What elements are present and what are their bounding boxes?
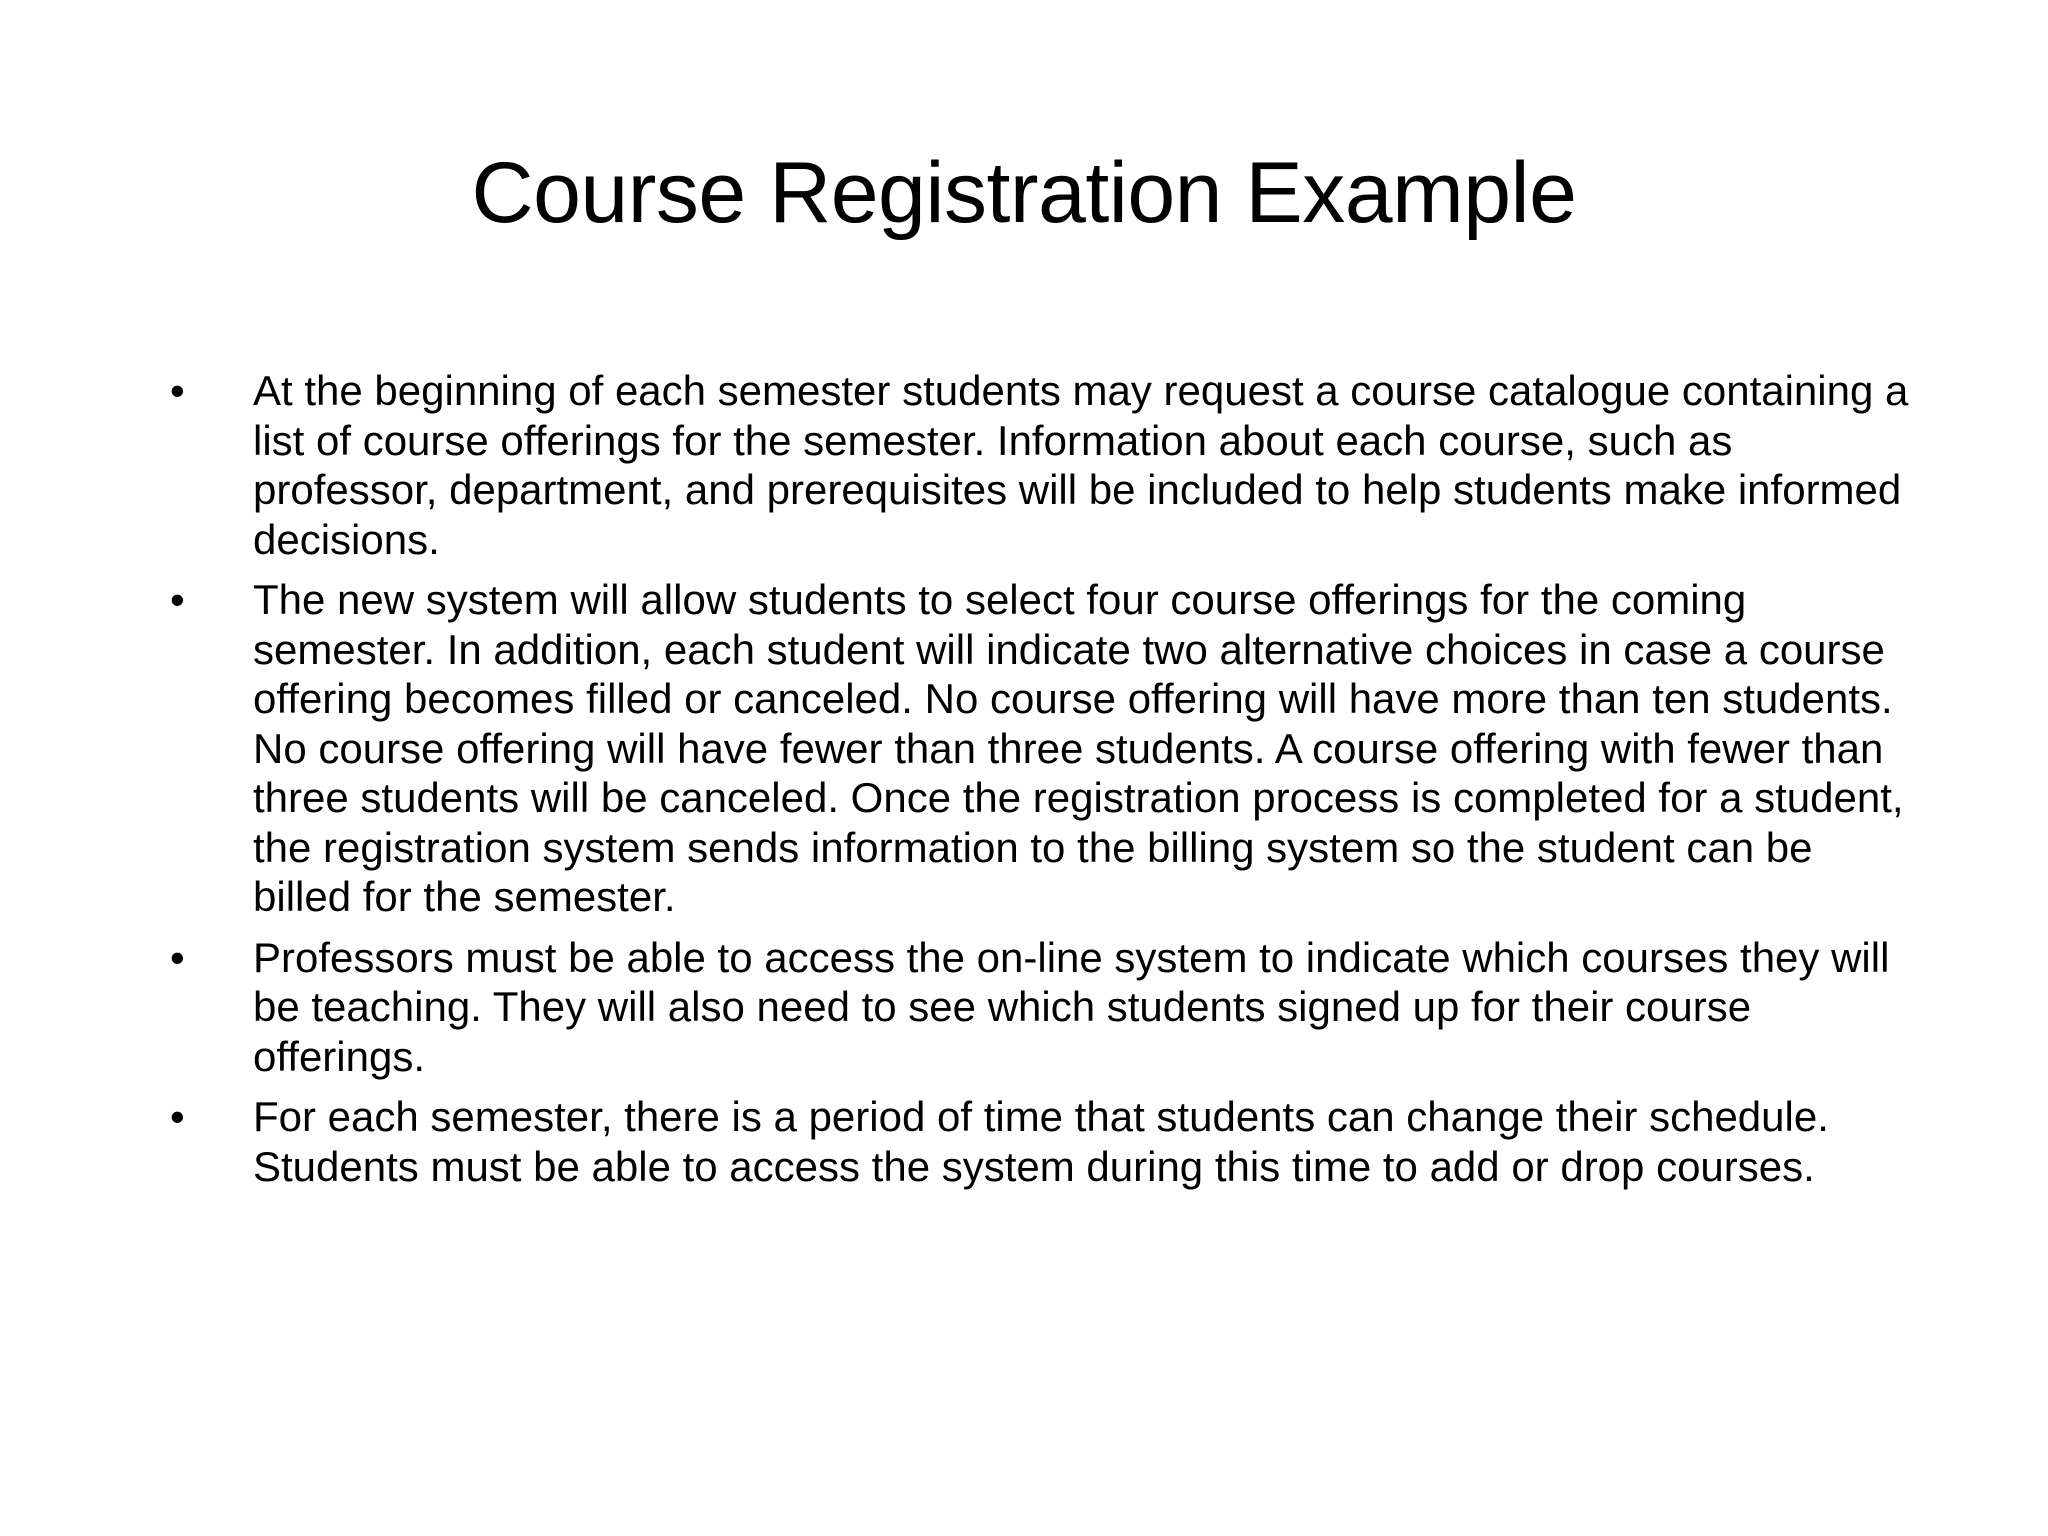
bullet-item-professors (170, 933, 1910, 1082)
bullet-list (170, 366, 1910, 1202)
bullet-item-catalogue (170, 366, 1910, 564)
bullet-icon: • (170, 576, 185, 623)
bullet-text-schedule-change: For each semester, there is a period of time that students can change their schedule. Students must be able to access the system during this time to add or drop courses. (253, 1093, 1829, 1190)
slide-title: Course Registration Example (471, 145, 1577, 241)
bullet-icon: • (170, 933, 185, 981)
bullet-item-schedule-change (170, 1092, 1910, 1191)
bullet-icon: • (170, 367, 185, 414)
bullet-text-new-system: The new system will allow students to select four course offerings for the coming semester. In addition, each student will indicate two alternative choices in case a course offering becomes filled or canceled. No course offering will have more than ten students. No course offering will have fewer than three students. A course offering with fewer than three students will be canceled. Once the registration process is completed for a student, the registration system sends information to the billing system so the student can be billed for the semester. (253, 576, 1904, 920)
bullet-text-professors: Professors must be able to access the on-line system to indicate which courses they will be teaching. They will also need to see which students signed up for their course offerings. (253, 933, 1890, 1080)
bullet-text-catalogue: At the beginning of each semester students may request a course catalogue containing a list of course offerings for the semester. Information about each course, such as professor, department, and prerequisites will be included to help students make informed decisions. (253, 367, 1909, 563)
bullet-item-new-system (170, 575, 1910, 922)
bullet-icon: • (170, 1093, 185, 1140)
